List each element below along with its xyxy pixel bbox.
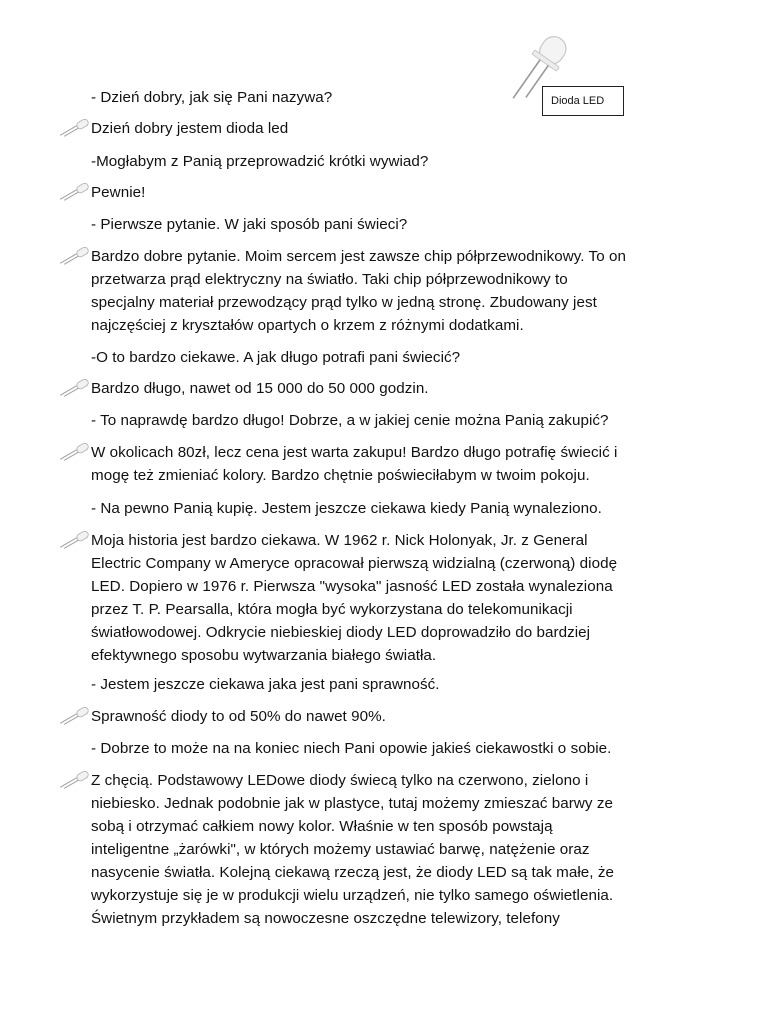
answer-line: najczęściej z kryształów opartych o krzem z różnymi dodatkami. xyxy=(91,317,524,334)
question-line: - Jestem jeszcze ciekawa jaka jest pani sprawność. xyxy=(91,676,440,693)
led-bullet-icon xyxy=(58,118,92,140)
answer-line: Dzień dobry jestem dioda led xyxy=(91,120,289,137)
figure-label: Dioda LED xyxy=(542,86,624,116)
question-line: -Mogłabym z Panią przeprowadzić krótki wywiad? xyxy=(91,153,429,170)
answer-line: Świetnym przykładem są nowoczesne oszczędne telewizory, telefony xyxy=(91,910,560,927)
question-line: - Na pewno Panią kupię. Jestem jeszcze ciekawa kiedy Panią wynaleziono. xyxy=(91,500,602,517)
led-bullet-icon xyxy=(58,246,92,268)
answer-line: Bardzo dobre pytanie. Moim sercem jest zawsze chip półprzewodnikowy. To on xyxy=(91,248,626,265)
answer-line: inteligentne „żarówki", w których możemy ustawiać barwę, natężenie oraz xyxy=(91,841,590,858)
answer-line: przetwarza prąd elektryczny na światło. Taki chip półprzewodnikowy to xyxy=(91,271,568,288)
answer-line: Pewnie! xyxy=(91,184,146,201)
answer-line: niebiesko. Jednak podobnie jak w plastyce, tutaj możemy zmieszać barwy ze xyxy=(91,795,613,812)
question-line: - Dzień dobry, jak się Pani nazywa? xyxy=(91,89,333,106)
answer-line: nasycenie światła. Kolejną ciekawą rzeczą jest, że diody LED są tak małe, że xyxy=(91,864,614,881)
answer-line: mogę też zmieniać kolory. Bardzo chętnie poświeciłabym w twoim pokoju. xyxy=(91,467,590,484)
answer-line: specjalny materiał przewodzący prąd tylko w jedną stronę. Zbudowany jest xyxy=(91,294,597,311)
answer-line: Electric Company w Ameryce opracował pierwszą widzialną (czerwoną) diodę xyxy=(91,555,618,572)
answer-line: sobą i otrzymać całkiem nowy kolor. Właśnie w ten sposób powstają xyxy=(91,818,553,835)
question-line: - Pierwsze pytanie. W jaki sposób pani świeci? xyxy=(91,216,408,233)
question-line: - To naprawdę bardzo długo! Dobrze, a w jakiej cenie można Panią zakupić? xyxy=(91,412,609,429)
led-bullet-icon xyxy=(58,706,92,728)
question-line: - Dobrze to może na na koniec niech Pani opowie jakieś ciekawostki o sobie. xyxy=(91,740,612,757)
answer-line: efektywnego sposobu wytwarzania białego światła. xyxy=(91,647,437,664)
led-bullet-icon xyxy=(58,770,92,792)
answer-line: Z chęcią. Podstawowy LEDowe diody świecą tylko na czerwono, zielono i xyxy=(91,772,589,789)
answer-line: Bardzo długo, nawet od 15 000 do 50 000 godzin. xyxy=(91,380,429,397)
led-bullet-icon xyxy=(58,182,92,204)
led-bullet-icon xyxy=(58,378,92,400)
led-bullet-icon xyxy=(58,442,92,464)
answer-line: Sprawność diody to od 50% do nawet 90%. xyxy=(91,708,386,725)
answer-line: wykorzystuje się je w produkcji wielu urządzeń, nie tylko samego oświetlenia. xyxy=(91,887,614,904)
answer-line: światłowodowej. Odkrycie niebieskiej diody LED doprowadziło do bardziej xyxy=(91,624,591,641)
led-bullet-icon xyxy=(58,530,92,552)
answer-line: przez T. P. Pearsalla, która mogła być wykorzystana do telekomunikacji xyxy=(91,601,573,618)
question-line: -O to bardzo ciekawe. A jak długo potrafi pani świecić? xyxy=(91,349,461,366)
answer-line: Moja historia jest bardzo ciekawa. W 1962 r. Nick Holonyak, Jr. z General xyxy=(91,532,588,549)
answer-line: LED. Dopiero w 1976 r. Pierwsza "wysoka" jasność LED została wynaleziona xyxy=(91,578,613,595)
answer-line: W okolicach 80zł, lecz cena jest warta zakupu! Bardzo długo potrafię świecić i xyxy=(91,444,618,461)
